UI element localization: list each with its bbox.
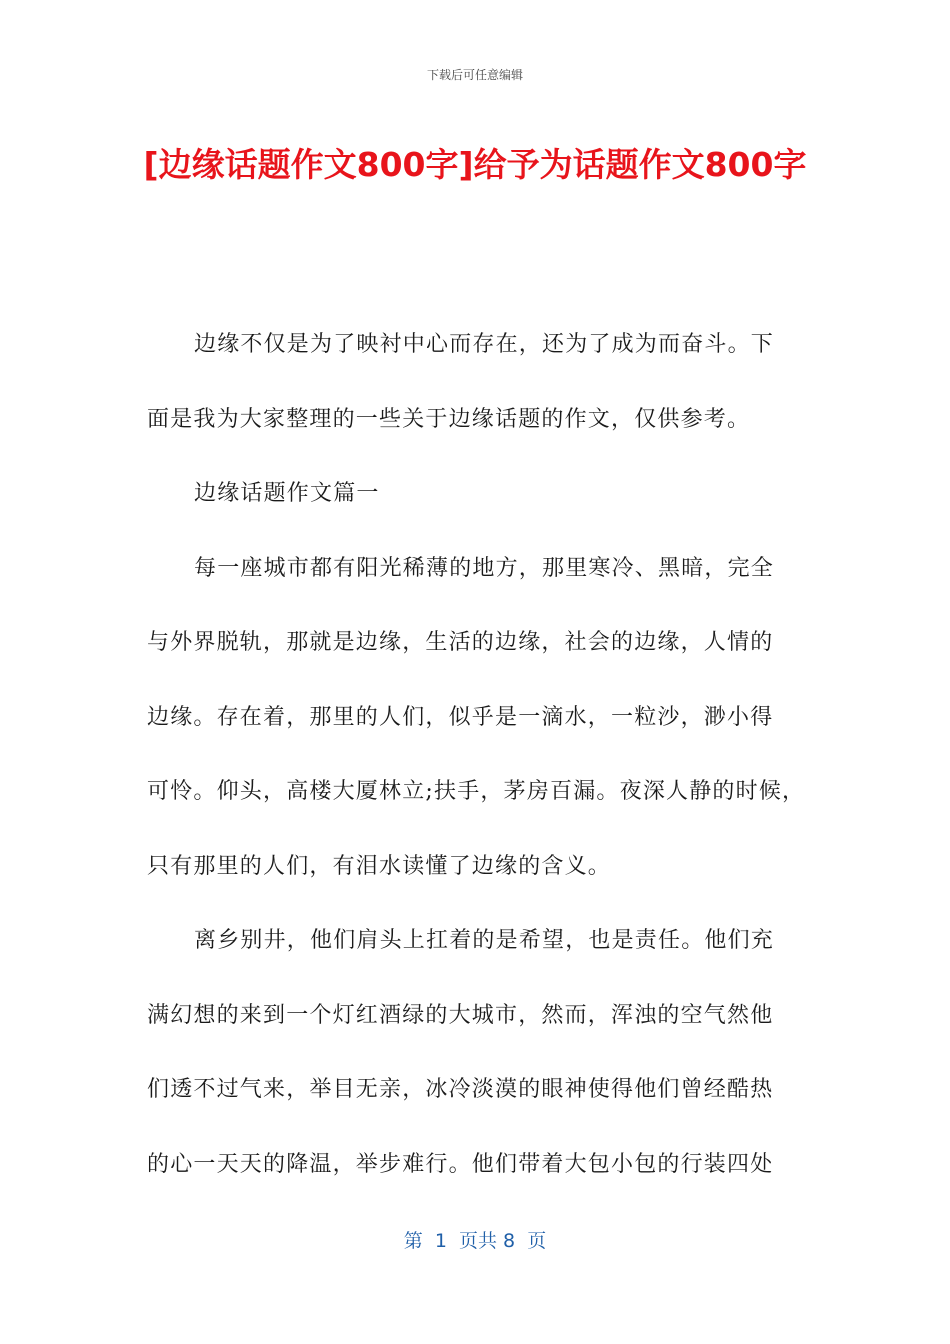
page-footer: 第 1 页共 8 页 — [403, 1230, 547, 1252]
body-line: 与外界脱轨，那就是边缘，生活的边缘，社会的边缘，人情的 — [147, 630, 774, 655]
document-title: [边缘话题作文800字]给予为话题作文800字 — [143, 145, 807, 184]
document-body — [147, 327, 827, 1221]
body-line: 边缘。存在着，那里的人们，似乎是一滴水，一粒沙，渺小得 — [147, 704, 774, 730]
header-note: 下载后可任意编辑 — [426, 68, 523, 82]
body-line: 可怜。仰头，高楼大厦林立;扶手，茅房百漏。夜深人静的时候， — [147, 779, 806, 804]
body-line: 边缘不仅是为了映衬中心而存在，还为了成为而奋斗。下 — [194, 332, 775, 357]
body-line: 的心一天天的降温，举步难行。他们带着大包小包的行装四处 — [147, 1151, 774, 1177]
body-line: 们透不过气来，举目无亲，冰冷淡漠的眼神使得他们曾经酷热 — [147, 1077, 774, 1102]
body-line: 离乡别井，他们肩头上扛着的是希望，也是责任。他们充 — [194, 928, 775, 953]
body-line: 边缘话题作文篇一 — [194, 481, 380, 506]
body-line: 面是我为大家整理的一些关于边缘话题的作文，仅供参考。 — [147, 406, 751, 432]
body-line: 满幻想的来到一个灯红酒绿的大城市，然而，浑浊的空气然他 — [147, 1002, 774, 1028]
body-line: 每一座城市都有阳光稀薄的地方，那里寒冷、黑暗，完全 — [194, 555, 775, 581]
body-line: 只有那里的人们，有泪水读懂了边缘的含义。 — [147, 853, 612, 879]
